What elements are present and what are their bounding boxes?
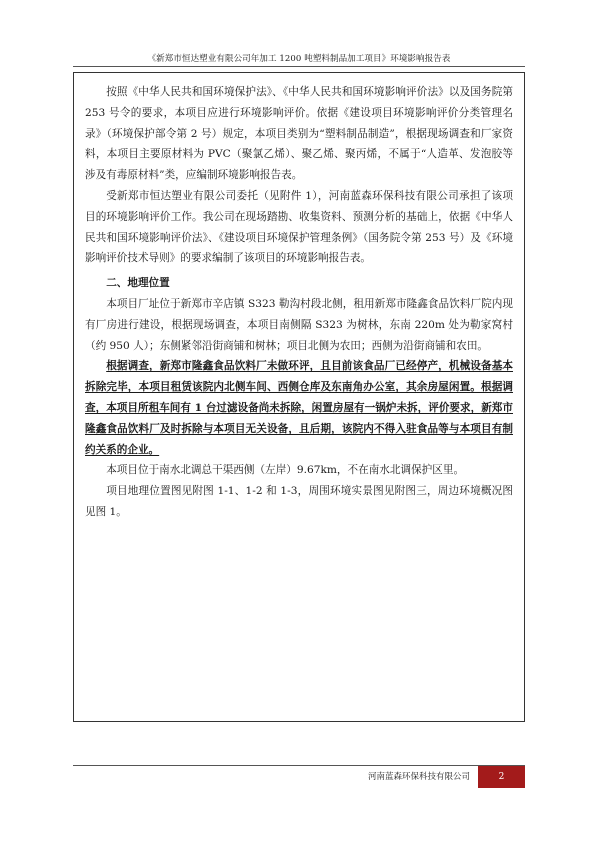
header-divider	[73, 66, 525, 67]
paragraph-water-diversion: 本项目位于南水北调总干渠西侧（左岸）9.67km，不在南水北调保护区里。	[106, 464, 465, 477]
paragraph-commission: 受新郑市恒达塑业有限公司委托（见附件 1），河南蓝森环保科技有限公司承担了该项目的环境影响评价工作。我公司在现场踏勘、收集资料、预测分析的基础上，依据《中华人民共和国环境影响评价法》、《建设项目环境保护管理条例》（国务院令第 253 号）及《环境影响评价技术导则》的要求编制了该项目的环境影响报告表。	[85, 189, 513, 265]
footer-company: 河南蓝森环保科技有限公司	[367, 772, 470, 782]
paragraph-figure-references: 项目地理位置图见附图 1-1、1-2 和 1-3，周围环境实景图见附图三，周边环境概况图见图 1。	[85, 485, 513, 518]
paragraph-site-location: 本项目厂址位于新郑市辛店镇 S323 勒沟村段北侧，租用新郑市隆鑫食品饮料厂院内现有厂房进行建设，根据现场调查，本项目南侧隔 S323 为树林，东南 220m 处为勒家窝村（约 950 人）；东侧紧邻沿街商铺和树林；项目北侧为农田；西侧为沿街商铺和农田。	[85, 297, 513, 352]
paragraph-eia-basis: 按照《中华人民共和国环境保护法》、《中华人民共和国环境影响评价法》以及国务院第 253 号令的要求，本项目应进行环境影响评价。依据《建设项目环境影响评价分类管理名录》（环境保护部令第 2 号）规定，本项目类别为“塑料制品制造”，根据现场调查和厂家资料，本项目主要原材料为 PVC（聚氯乙烯）、聚乙烯、聚丙烯，不属于“人造革、发泡胶等涉及有毒原材料”类，应编制环境影响报告表。	[85, 86, 513, 182]
section-heading-location: 二、地理位置	[106, 277, 170, 290]
page-number-badge: 2	[478, 766, 525, 788]
paragraph-investigation-note: 根据调查，新郑市隆鑫食品饮料厂未做环评，且目前该食品厂已经停产，机械设备基本拆除完毕，本项目租赁该院内北侧车间、西侧仓库及东南角办公室，其余房屋闲置。根据调查，本项目所租车间有 1 台过滤设备尚未拆除，闲置房屋有一锅炉未拆，评价要求，新郑市隆鑫食品饮料厂及时拆除与本项目无关设备，且后期，该院内不得入驻食品等与本项目有制约关系的企业。	[85, 360, 513, 456]
page-header: 《新郑市恒达塑业有限公司年加工 1200 吨塑料制品加工项目》环境影响报告表	[147, 54, 451, 64]
document-body	[85, 82, 513, 523]
footer-divider	[73, 765, 525, 766]
